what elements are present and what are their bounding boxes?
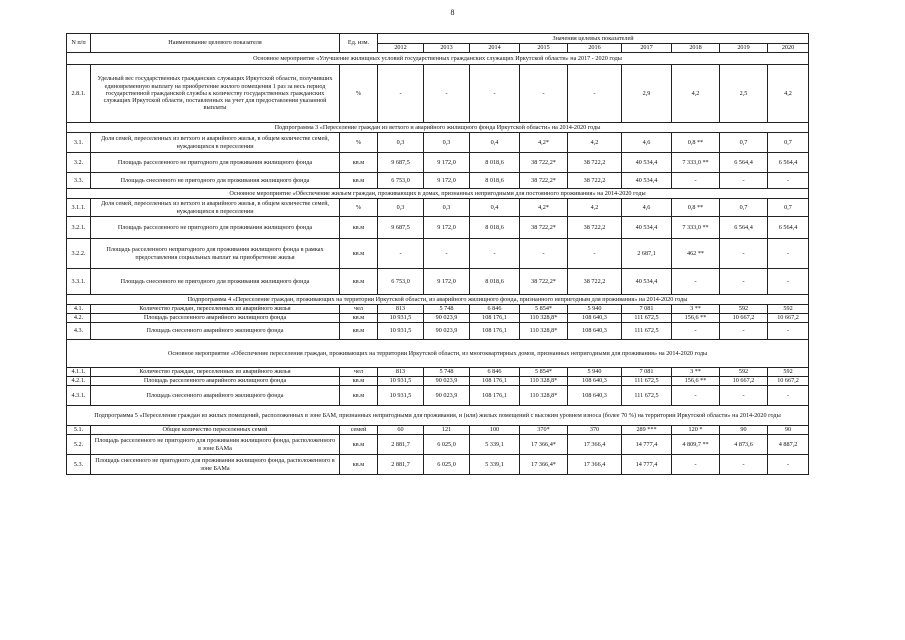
row-number: 3.2.	[67, 153, 91, 173]
value-cell: 5 940	[568, 368, 622, 377]
indicator-name: Доля семей, переселенных из ветхого и аварийного жилья, в общем количестве семей, нуждающихся в переселении	[91, 199, 340, 217]
table-row	[67, 455, 809, 475]
value-cell: 10 931,5	[378, 314, 424, 323]
section-title: Основное мероприятие «Улучшение жилищных условий государственных гражданских служащих Иркутской области» на 2017 - 2020 годы	[67, 53, 809, 65]
value-cell: 7 333,0 **	[672, 217, 720, 239]
unit-cell: кв.м	[340, 239, 378, 269]
row-number: 2.8.1.	[67, 65, 91, 123]
row-number: 5.1.	[67, 426, 91, 435]
value-cell: 111 672,5	[622, 314, 672, 323]
value-cell: 111 672,5	[622, 377, 672, 386]
row-number: 5.3.	[67, 455, 91, 475]
value-cell: 10 931,5	[378, 377, 424, 386]
value-cell: -	[470, 65, 520, 123]
table-row	[67, 435, 809, 455]
value-cell: 0,3	[424, 133, 470, 153]
value-cell: -	[520, 65, 568, 123]
value-cell: 6 753,0	[378, 173, 424, 189]
row-number: 4.3.1.	[67, 386, 91, 406]
unit-cell: кв.м	[340, 217, 378, 239]
value-cell: 370*	[520, 426, 568, 435]
value-cell: 7 333,0 **	[672, 153, 720, 173]
value-cell: -	[568, 65, 622, 123]
value-cell: 108 640,3	[568, 386, 622, 406]
row-number: 3.3.1.	[67, 269, 91, 295]
value-cell: 38 722,2	[568, 269, 622, 295]
value-cell: 4 809,7 **	[672, 435, 720, 455]
value-cell: 40 534,4	[622, 269, 672, 295]
value-cell: 10 667,2	[720, 314, 768, 323]
value-cell: 108 176,1	[470, 386, 520, 406]
value-cell: -	[768, 323, 809, 340]
value-cell: 9 687,5	[378, 217, 424, 239]
value-cell: -	[720, 269, 768, 295]
indicator-name: Площадь расселенного не пригодного для проживания жилищного фонда, расположенного в зоне БАМа	[91, 435, 340, 455]
value-cell: 2 881,7	[378, 435, 424, 455]
value-cell: 17 366,4*	[520, 435, 568, 455]
value-cell: 108 176,1	[470, 314, 520, 323]
page-number: 8	[450, 8, 455, 17]
value-cell: 592	[768, 368, 809, 377]
value-cell: -	[470, 239, 520, 269]
value-cell: 0,3	[378, 199, 424, 217]
table-row	[67, 153, 809, 173]
value-cell: 0,7	[768, 199, 809, 217]
indicator-name: Площадь расселенного аварийного жилищного фонда	[91, 377, 340, 386]
table-row	[67, 173, 809, 189]
header-year: 2017	[622, 44, 672, 53]
value-cell: -	[768, 386, 809, 406]
indicator-name: Площадь снесенного не пригодного для проживания жилищного фонда, расположенного в зоне БАМа	[91, 455, 340, 475]
value-cell: 5 748	[424, 368, 470, 377]
value-cell: -	[378, 239, 424, 269]
value-cell: 40 534,4	[622, 217, 672, 239]
value-cell: 592	[720, 305, 768, 314]
indicator-name: Площадь снесенного аварийного жилищного фонда	[91, 323, 340, 340]
value-cell: 0,4	[470, 133, 520, 153]
value-cell: 110 328,8*	[520, 377, 568, 386]
value-cell: 110 328,8*	[520, 386, 568, 406]
value-cell: 9 172,0	[424, 173, 470, 189]
value-cell: 0,7	[720, 133, 768, 153]
table-row	[67, 65, 809, 123]
value-cell: 17 366,4	[568, 455, 622, 475]
value-cell: 0,7	[768, 133, 809, 153]
value-cell: 5 339,1	[470, 455, 520, 475]
value-cell: 14 777,4	[622, 435, 672, 455]
unit-cell: кв.м	[340, 173, 378, 189]
unit-cell: кв.м	[340, 153, 378, 173]
value-cell: -	[672, 455, 720, 475]
value-cell: 2,9	[622, 65, 672, 123]
value-cell: 8 018,6	[470, 173, 520, 189]
value-cell: 7 081	[622, 305, 672, 314]
section-title: Основное мероприятие «Обеспечение жильем граждан, проживающих в домах, признанных непригодными для постоянного проживания» на 2014-2020 годы	[67, 189, 809, 199]
table-row	[67, 314, 809, 323]
value-cell: 108 640,3	[568, 314, 622, 323]
value-cell: 813	[378, 305, 424, 314]
value-cell: -	[672, 269, 720, 295]
row-number: 3.2.2.	[67, 239, 91, 269]
unit-cell: %	[340, 199, 378, 217]
value-cell: 0,3	[378, 133, 424, 153]
unit-cell: семей	[340, 426, 378, 435]
value-cell: 5 748	[424, 305, 470, 314]
value-cell: 38 722,2	[568, 217, 622, 239]
section-title: Подпрограмма 3 «Переселение граждан из ветхого и аварийного жилищного фонда Иркутской области» на 2014-2020 годы	[67, 123, 809, 133]
value-cell: 90 023,9	[424, 377, 470, 386]
value-cell: -	[568, 239, 622, 269]
table-row	[67, 426, 809, 435]
section-row	[67, 406, 809, 426]
unit-cell: %	[340, 65, 378, 123]
value-cell: 6 753,0	[378, 269, 424, 295]
indicator-name: Количество граждан, переселенных из аварийного жилья	[91, 305, 340, 314]
value-cell: 6 025,0	[424, 435, 470, 455]
value-cell: 121	[424, 426, 470, 435]
value-cell: 6 846	[470, 305, 520, 314]
header-year: 2019	[720, 44, 768, 53]
value-cell: 111 672,5	[622, 323, 672, 340]
indicator-name: Площадь расселенного аварийного жилищного фонда	[91, 314, 340, 323]
value-cell: 90 023,9	[424, 323, 470, 340]
header-year: 2015	[520, 44, 568, 53]
section-title: Основное мероприятие «Обеспечение переселения граждан, проживающих на территории Иркутской области, из многоквартирных домов, признанных непригодными для проживания» на 2014-2020 годы	[67, 340, 809, 368]
unit-cell: кв.м	[340, 386, 378, 406]
header-year: 2014	[470, 44, 520, 53]
header-name: Наименование целевого показателя	[91, 34, 340, 53]
unit-cell: кв.м	[340, 269, 378, 295]
header-year: 2016	[568, 44, 622, 53]
value-cell: 40 534,4	[622, 153, 672, 173]
value-cell: 6 025,0	[424, 455, 470, 475]
value-cell: 4 887,2	[768, 435, 809, 455]
value-cell: 110 328,8*	[520, 323, 568, 340]
indicator-name: Доля семей, переселенных из ветхого и аварийного жилья, в общем количестве семей, нуждающихся в переселении	[91, 133, 340, 153]
section-row	[67, 340, 809, 368]
value-cell: 10 667,2	[768, 314, 809, 323]
indicator-name: Площадь расселенного не пригодного для проживания жилищного фонда	[91, 153, 340, 173]
table-body	[67, 53, 809, 475]
value-cell: 4,2*	[520, 199, 568, 217]
row-number: 3.2.1.	[67, 217, 91, 239]
section-title: Подпрограмма 5 «Переселение граждан из жилых помещений, расположенных в зоне БАМ, признанных непригодными для проживания, и (или) жилых помещений с высоким уровнем износа (более 70 %) на территории Иркутской области» на 2014-2020 годы	[67, 406, 809, 426]
value-cell: 5 854*	[520, 368, 568, 377]
value-cell: -	[720, 173, 768, 189]
row-number: 3.1.	[67, 133, 91, 153]
table-row	[67, 305, 809, 314]
value-cell: 108 176,1	[470, 377, 520, 386]
value-cell: 9 172,0	[424, 269, 470, 295]
value-cell: 17 366,4	[568, 435, 622, 455]
value-cell: -	[768, 239, 809, 269]
value-cell: 38 722,2*	[520, 269, 568, 295]
value-cell: 8 018,6	[470, 217, 520, 239]
value-cell: 0,7	[720, 199, 768, 217]
value-cell: 4,2	[768, 65, 809, 123]
value-cell: 156,6 **	[672, 377, 720, 386]
unit-cell: чел	[340, 305, 378, 314]
value-cell: 2 687,1	[622, 239, 672, 269]
row-number: 5.2.	[67, 435, 91, 455]
indicator-name: Общее количество переселенных семей	[91, 426, 340, 435]
value-cell: 156,6 **	[672, 314, 720, 323]
section-row	[67, 295, 809, 305]
value-cell: 6 564,4	[720, 217, 768, 239]
value-cell: 100	[470, 426, 520, 435]
value-cell: 813	[378, 368, 424, 377]
value-cell: -	[672, 173, 720, 189]
row-number: 4.1.1.	[67, 368, 91, 377]
value-cell: 8 018,6	[470, 153, 520, 173]
row-number: 3.3.	[67, 173, 91, 189]
value-cell: 5 854*	[520, 305, 568, 314]
indicator-name: Площадь снесенного аварийного жилищного фонда	[91, 386, 340, 406]
value-cell: 38 722,2*	[520, 217, 568, 239]
indicator-name: Площадь снесенного не пригодного для проживания жилищного фонда	[91, 173, 340, 189]
target-indicators-table	[66, 33, 809, 475]
value-cell: 8 018,6	[470, 269, 520, 295]
value-cell: 6 564,4	[768, 217, 809, 239]
value-cell: 7 081	[622, 368, 672, 377]
value-cell: 40 534,4	[622, 173, 672, 189]
value-cell: 9 172,0	[424, 217, 470, 239]
table-row	[67, 386, 809, 406]
header-year: 2020	[768, 44, 809, 53]
value-cell: 4,6	[622, 133, 672, 153]
value-cell: 370	[568, 426, 622, 435]
section-title: Подпрограмма 4 «Переселение граждан, проживающих на территории Иркутской области, из аварийного жилищного фонда, признанного непригодным для проживания» на 2014-2020 годы	[67, 295, 809, 305]
unit-cell: кв.м	[340, 323, 378, 340]
value-cell: -	[378, 65, 424, 123]
indicator-name: Площадь снесенного не пригодного для проживания жилищного фонда	[91, 269, 340, 295]
value-cell: 90 023,9	[424, 386, 470, 406]
indicator-name: Площадь расселенного не пригодного для проживания жилищного фонда	[91, 217, 340, 239]
value-cell: 110 328,8*	[520, 314, 568, 323]
row-number: 4.3.	[67, 323, 91, 340]
value-cell: 2,5	[720, 65, 768, 123]
value-cell: 4 873,6	[720, 435, 768, 455]
value-cell: 3 **	[672, 368, 720, 377]
value-cell: 3 **	[672, 305, 720, 314]
row-number: 4.1.	[67, 305, 91, 314]
value-cell: 108 176,1	[470, 323, 520, 340]
value-cell: 0,8 **	[672, 199, 720, 217]
value-cell: -	[672, 323, 720, 340]
table-row	[67, 368, 809, 377]
value-cell: 90	[720, 426, 768, 435]
value-cell: 14 777,4	[622, 455, 672, 475]
value-cell: 592	[768, 305, 809, 314]
header-year: 2013	[424, 44, 470, 53]
value-cell: 5 339,1	[470, 435, 520, 455]
value-cell: 4,2	[568, 199, 622, 217]
value-cell: -	[424, 65, 470, 123]
indicator-name: Количество граждан, переселенных из аварийного жилья	[91, 368, 340, 377]
value-cell: 10 931,5	[378, 386, 424, 406]
row-number: 3.1.1.	[67, 199, 91, 217]
value-cell: 38 722,2	[568, 153, 622, 173]
value-cell: 4,2	[568, 133, 622, 153]
header-num: N п/п	[67, 34, 91, 53]
unit-cell: кв.м	[340, 377, 378, 386]
value-cell: -	[720, 455, 768, 475]
value-cell: 0,3	[424, 199, 470, 217]
value-cell: 17 366,4*	[520, 455, 568, 475]
value-cell: 592	[720, 368, 768, 377]
value-cell: 462 **	[672, 239, 720, 269]
header-year: 2012	[378, 44, 424, 53]
value-cell: 6 564,4	[768, 153, 809, 173]
unit-cell: %	[340, 133, 378, 153]
value-cell: -	[720, 323, 768, 340]
value-cell: 60	[378, 426, 424, 435]
table-row	[67, 323, 809, 340]
value-cell: 0,8 **	[672, 133, 720, 153]
value-cell: 2 881,7	[378, 455, 424, 475]
table-row	[67, 133, 809, 153]
value-cell: 10 931,5	[378, 323, 424, 340]
value-cell: 9 687,5	[378, 153, 424, 173]
value-cell: -	[424, 239, 470, 269]
indicator-name: Удельный вес государственных гражданских служащих Иркутской области, получивших единовременную выплату на приобретение жилого помещения 1 раз за весь период государственной гражданской службы к количеству государственных гражданских служащих Иркутской области, поставленных на учет для предоставления указанной выплаты	[91, 65, 340, 123]
table-row	[67, 269, 809, 295]
value-cell: -	[720, 386, 768, 406]
table-row	[67, 239, 809, 269]
header-unit: Ед. изм.	[340, 34, 378, 53]
indicator-name: Площадь расселенного непригодного для проживания жилищного фонда в рамках предоставления социальных выплат на приобретение жилья	[91, 239, 340, 269]
section-row	[67, 123, 809, 133]
value-cell: 289 ***	[622, 426, 672, 435]
value-cell: -	[720, 239, 768, 269]
table-row	[67, 199, 809, 217]
value-cell: -	[768, 455, 809, 475]
row-number: 4.2.	[67, 314, 91, 323]
unit-cell: кв.м	[340, 455, 378, 475]
table-row	[67, 217, 809, 239]
unit-cell: кв.м	[340, 314, 378, 323]
value-cell: 108 640,3	[568, 377, 622, 386]
value-cell: 4,2	[672, 65, 720, 123]
value-cell: 90	[768, 426, 809, 435]
value-cell: 38 722,2	[568, 173, 622, 189]
table-row	[67, 377, 809, 386]
value-cell: 6 846	[470, 368, 520, 377]
value-cell: -	[520, 239, 568, 269]
unit-cell: кв.м	[340, 435, 378, 455]
section-row	[67, 53, 809, 65]
value-cell: 6 564,4	[720, 153, 768, 173]
value-cell: 9 172,0	[424, 153, 470, 173]
value-cell: 120 *	[672, 426, 720, 435]
value-cell: 90 023,9	[424, 314, 470, 323]
value-cell: 5 940	[568, 305, 622, 314]
header-values-group: Значения целевых показателей	[378, 34, 809, 44]
row-number: 4.2.1.	[67, 377, 91, 386]
value-cell: -	[768, 173, 809, 189]
unit-cell: чел	[340, 368, 378, 377]
value-cell: 4,2*	[520, 133, 568, 153]
value-cell: -	[768, 269, 809, 295]
value-cell: -	[672, 386, 720, 406]
header-year: 2018	[672, 44, 720, 53]
value-cell: 0,4	[470, 199, 520, 217]
value-cell: 108 640,3	[568, 323, 622, 340]
value-cell: 38 722,2*	[520, 153, 568, 173]
section-row	[67, 189, 809, 199]
value-cell: 10 667,2	[768, 377, 809, 386]
value-cell: 111 672,5	[622, 386, 672, 406]
value-cell: 38 722,2*	[520, 173, 568, 189]
value-cell: 4,6	[622, 199, 672, 217]
value-cell: 10 667,2	[720, 377, 768, 386]
